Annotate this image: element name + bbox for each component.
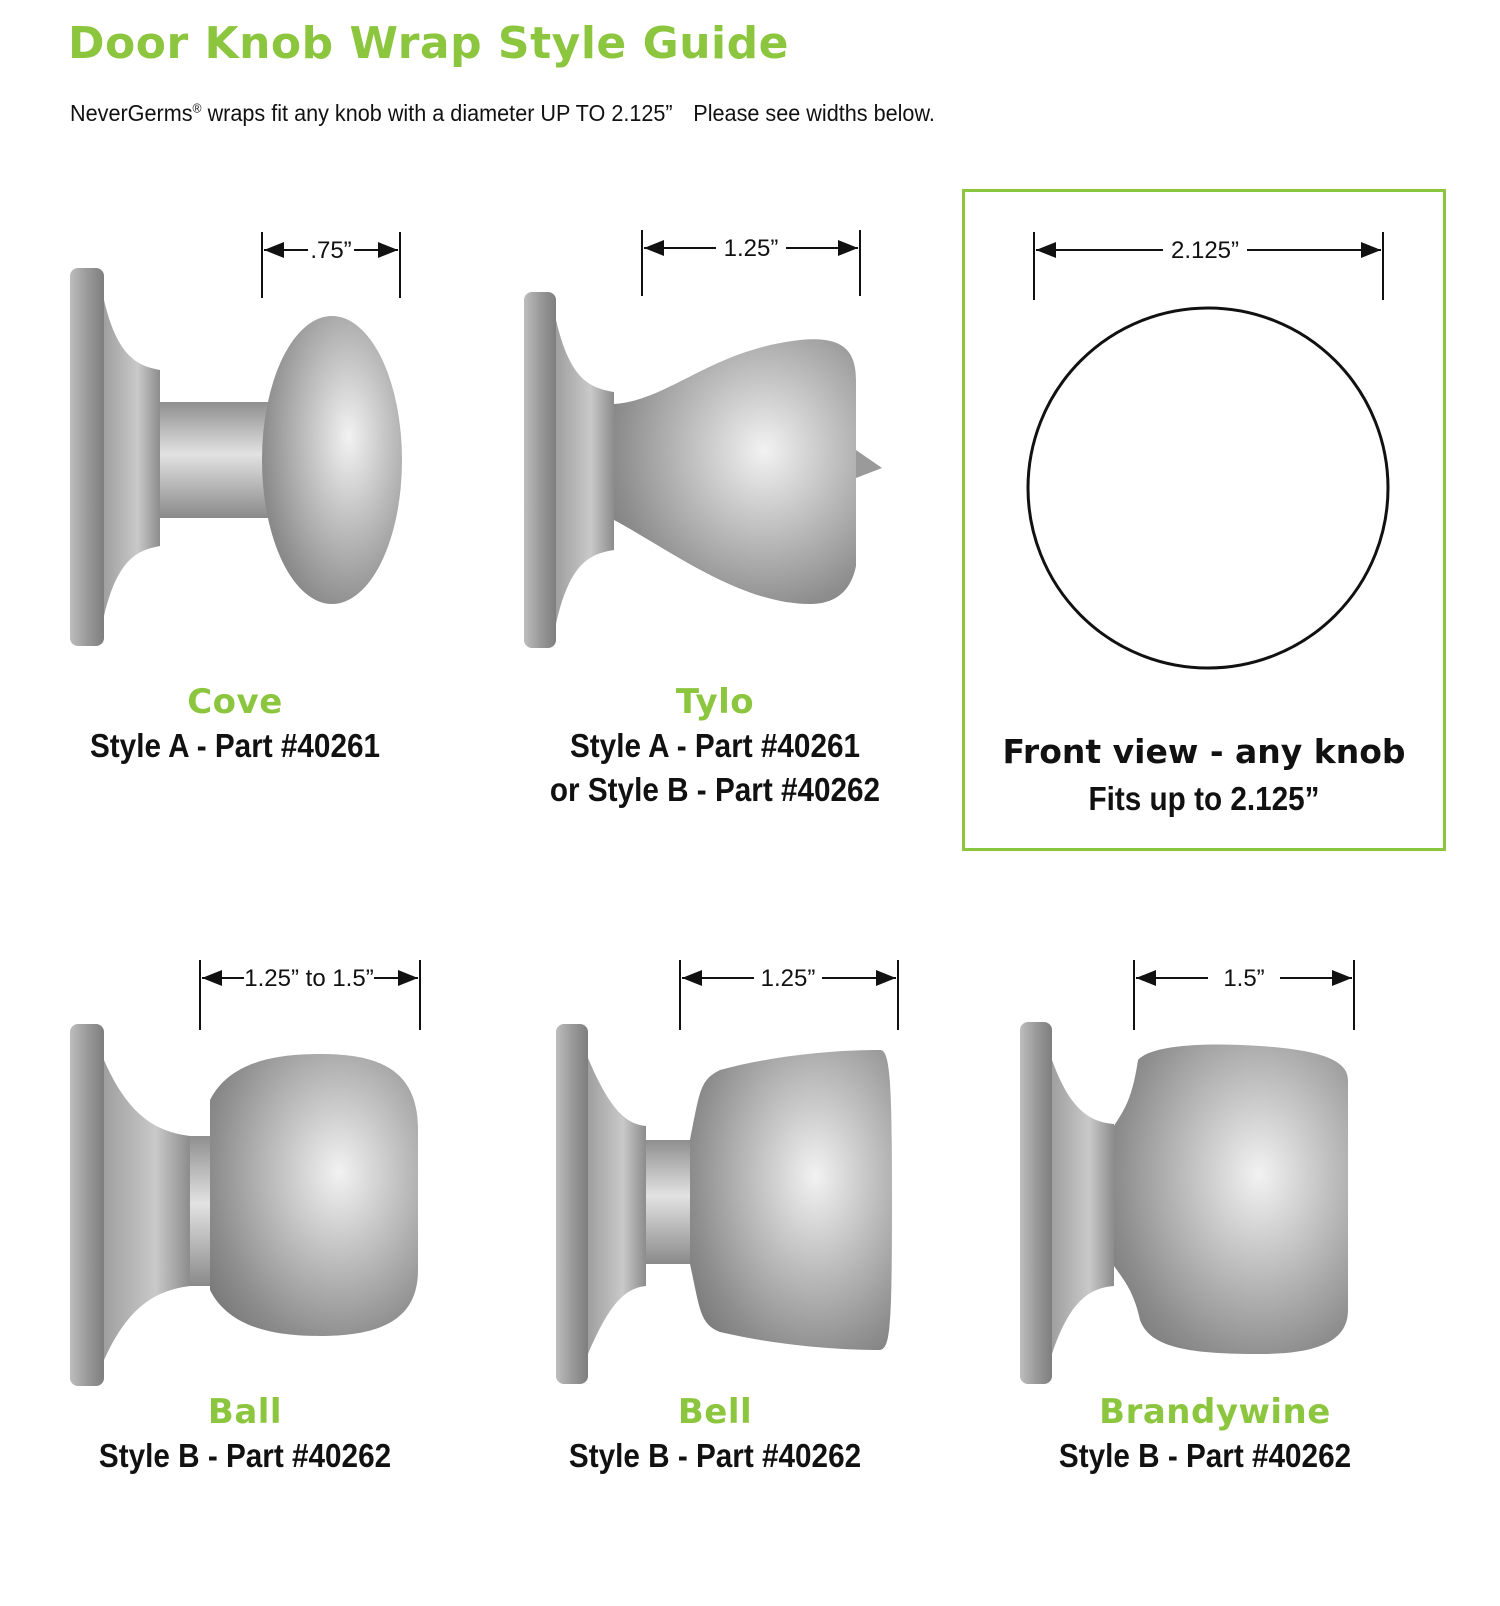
bell-knob-diagram [550,950,910,1390]
cove-width-label: .75” [310,237,352,264]
ball-part: Style B - Part #40262 [98,1437,392,1474]
brand-name: NeverGerms [70,100,193,126]
tylo-part-line2: or Style B - Part #40262 [549,771,881,808]
ball-width-dimension [200,960,420,1030]
brandywine-knob-diagram [1010,950,1370,1390]
front-view-diagram [965,192,1443,712]
tylo-tip [856,450,882,478]
subtitle-note: Please see widths below. [693,100,935,126]
ball-width-label: 1.25” to 1.5” [244,965,374,992]
brandywine-part: Style B - Part #40262 [1058,1437,1352,1474]
ball-name: Ball [207,1392,283,1432]
bell-knob-head [690,1050,892,1350]
cove-width-dimension [262,232,400,298]
bell-name: Bell [677,1392,753,1432]
registered-mark: ® [192,100,202,116]
cove-part: Style A - Part #40261 [89,727,380,764]
bell-width-label: 1.25” [760,965,816,992]
brandywine-width-label: 1.5” [1223,965,1265,992]
brandywine-knob-head [1114,1045,1348,1354]
ball-knob-head [210,1054,418,1336]
front-view-subtitle: Fits up to 2.125” [1088,780,1320,817]
page-title: Door Knob Wrap Style Guide [68,18,789,69]
tylo-backplate [524,292,556,648]
front-view-width-label: 2.125” [1170,237,1240,264]
subtitle [70,100,935,127]
ball-knob-diagram [60,950,440,1390]
front-view-title: Front view - any knob [1002,732,1406,771]
cove-backplate [70,268,104,646]
tylo-rose [556,320,614,624]
tylo-width-label: 1.25” [723,235,779,262]
cove-knob-diagram [60,220,420,660]
bell-neck [646,1140,690,1264]
tylo-knob-diagram [510,220,910,660]
brandywine-rose [1052,1060,1114,1354]
subtitle-text: wraps fit any knob with a diameter UP TO 2.125” [201,100,673,126]
cove-name: Cove [187,682,283,722]
brandywine-name: Brandywine [1099,1392,1331,1432]
brandywine-width-dimension [1134,960,1354,1030]
bell-rose [588,1058,646,1354]
bell-width-dimension [680,960,898,1030]
tylo-width-dimension [642,230,860,296]
tylo-part-line1: Style A - Part #40261 [569,727,860,764]
cove-knob-head [262,316,402,604]
tylo-knob-head [614,339,856,604]
ball-rose [104,1060,190,1360]
cove-rose [104,300,160,616]
brandywine-backplate [1020,1022,1052,1384]
ball-neck [190,1136,210,1286]
front-view-panel [962,189,1446,851]
bell-backplate [556,1024,588,1384]
knob-front-outline [1028,308,1388,668]
bell-part: Style B - Part #40262 [568,1437,862,1474]
tylo-name: Tylo [675,682,755,722]
ball-backplate [70,1024,104,1386]
